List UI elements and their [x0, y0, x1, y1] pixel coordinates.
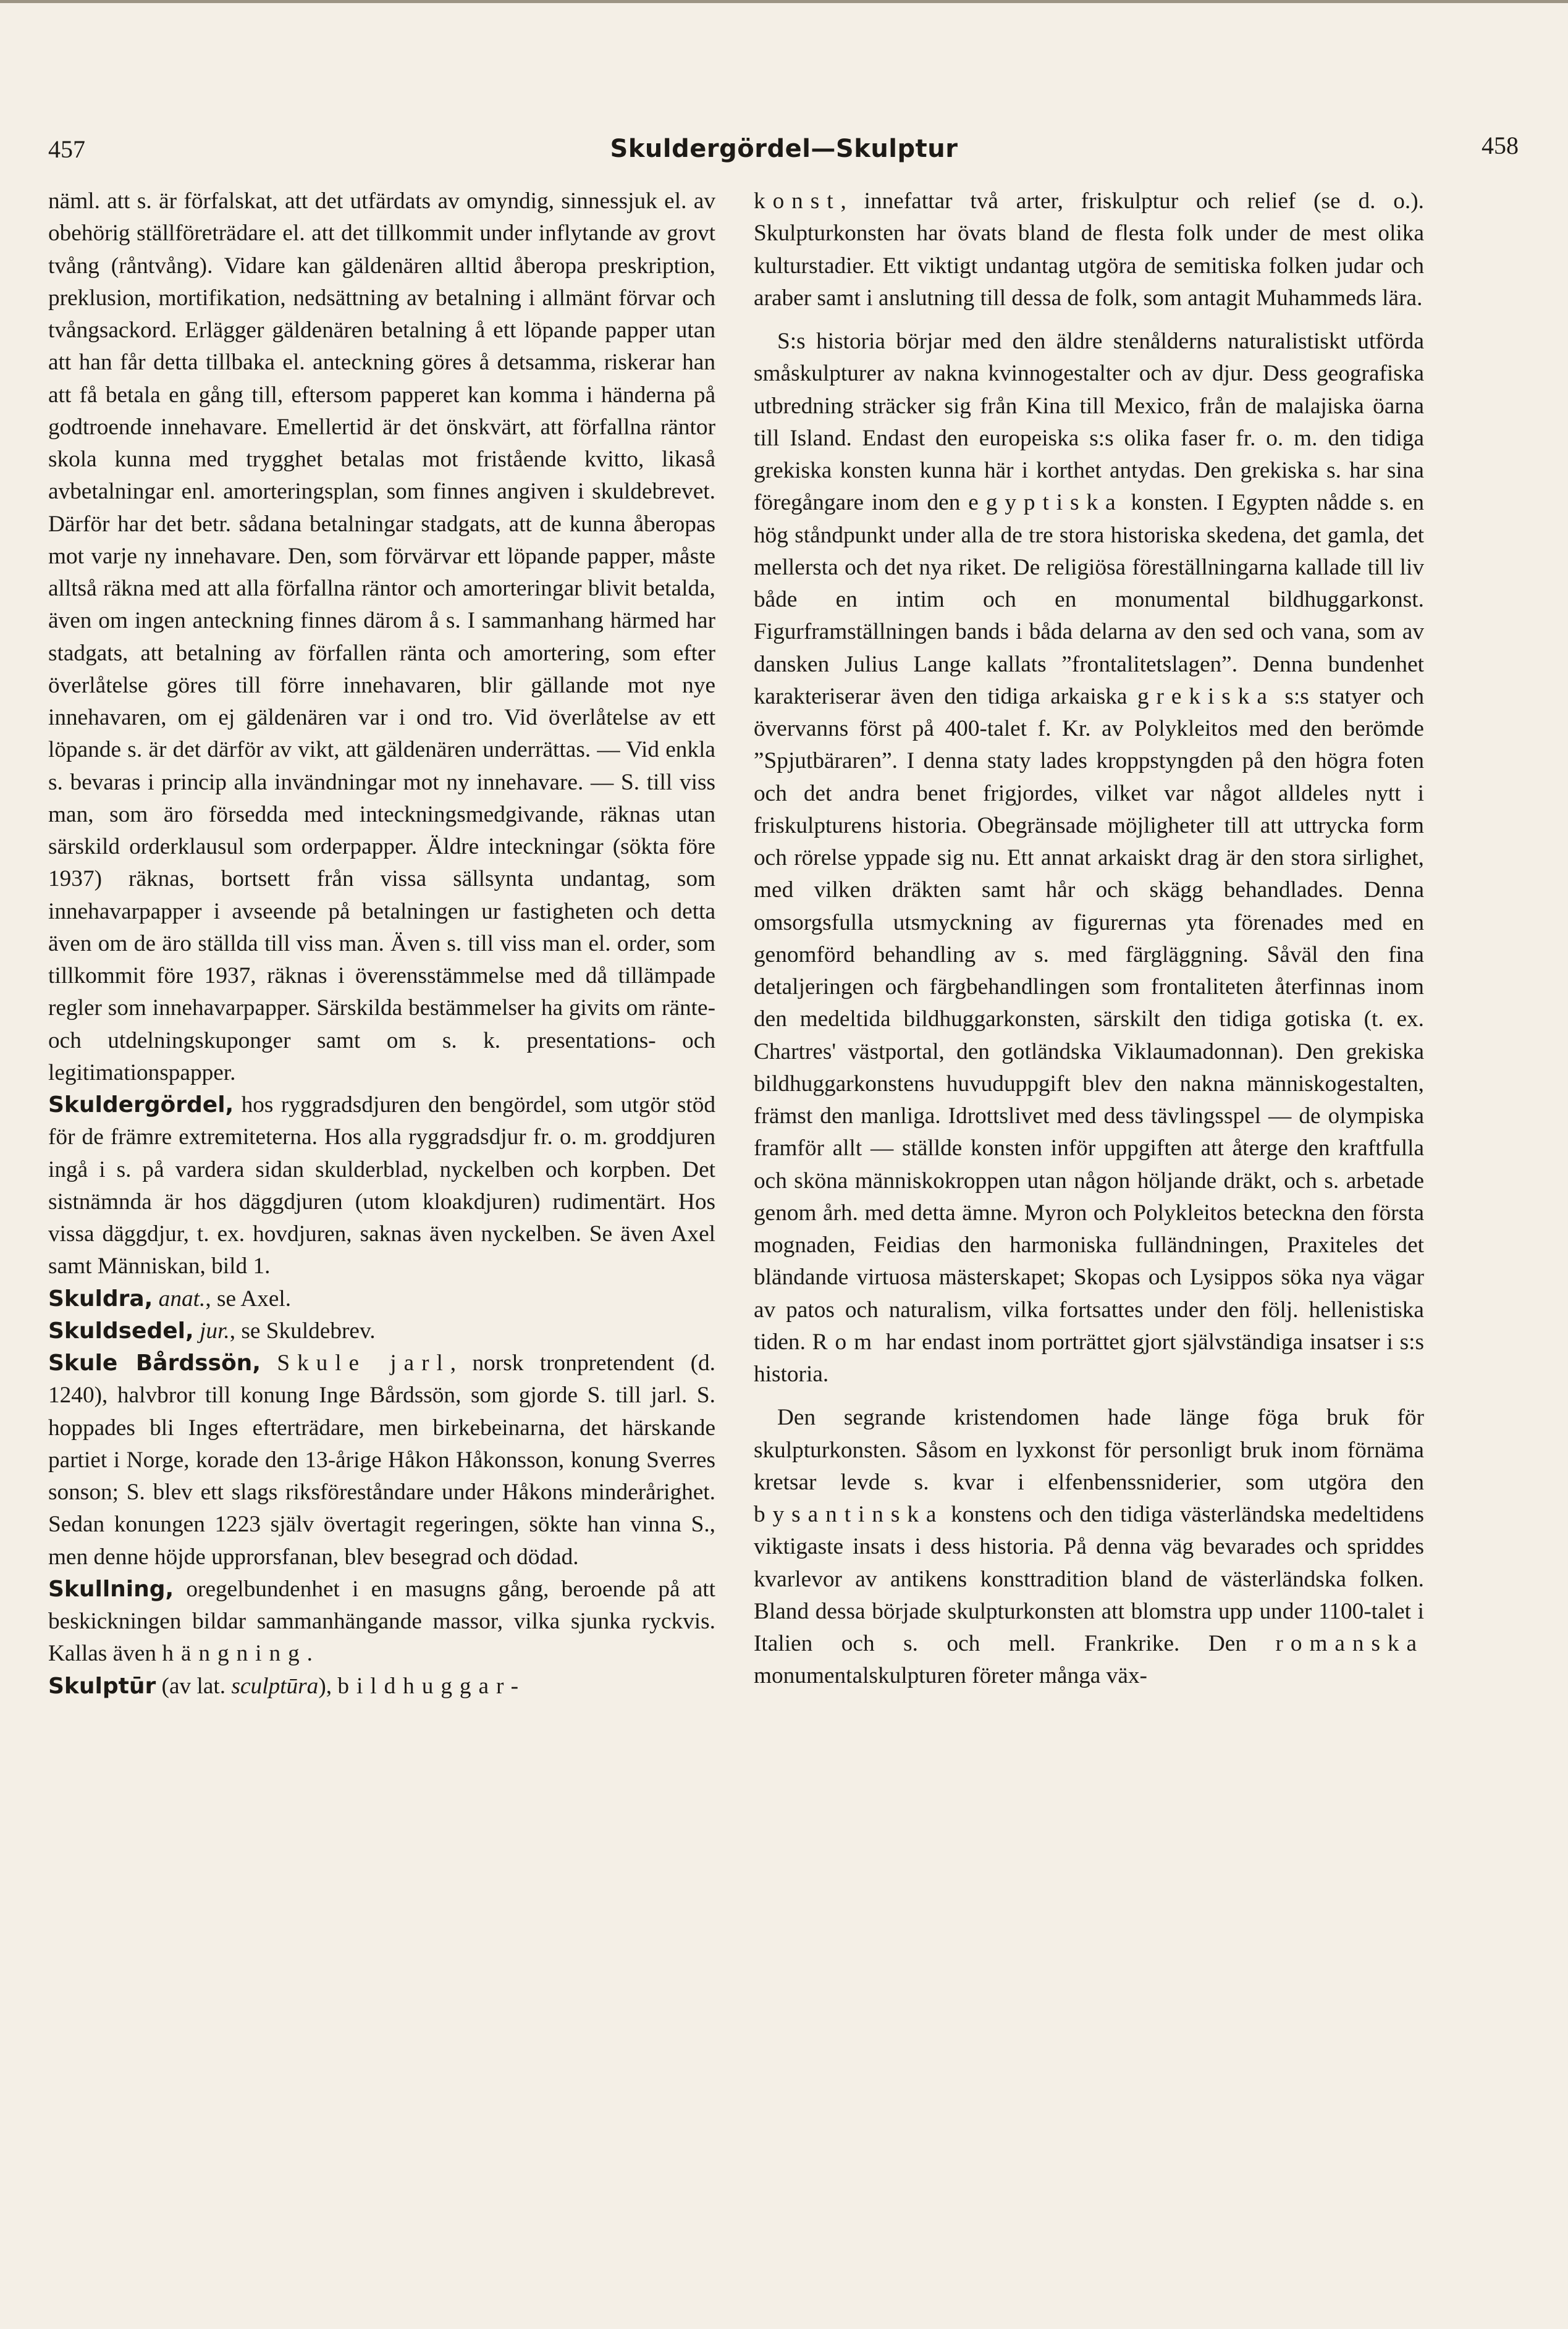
- page-number-left: 457: [48, 135, 85, 163]
- paragraph-text: har endast inom porträttet gjort självständiga insatser i s:s historia.: [754, 1329, 1425, 1387]
- paragraph-text: monumentalskulpturen företer många väx-: [754, 1663, 1147, 1689]
- spaced-term: konst: [754, 188, 841, 214]
- entry-skuldsedel: [48, 1315, 715, 1347]
- page-number-right: 458: [1482, 132, 1519, 159]
- paragraph-text: Den segrande kristendomen hade länge föga bruk för skulpturkonsten. Såsom en lyxkonst för personligt bruk inom förnäma kretsar levde s. kvar i elfenbenssniderier, som utgöra den: [754, 1405, 1424, 1495]
- left-column: [48, 185, 715, 1703]
- entry-skullning: [48, 1573, 715, 1670]
- paragraph-text: S:s historia börjar med den äldre stenålderns naturalistiskt utförda småskulpturer av nakna kvinnogestalter och av djur. Dess geografiska utbredning sträcker sig från Kina till Mexico, från de malajiska öarna till Island. Endast den europeiska s:s olika faser fr. o. m. den tidiga grekiska konsten kunna här i korthet antydas. Den grekiska s. har sina föregångare inom den: [754, 329, 1424, 516]
- paragraph-history: [754, 326, 1424, 1391]
- paragraph-text: s:s statyer och övervanns först på 400-talet f. Kr. av Polykleitos med den berömde ”Spjutbäraren”. I denna staty lades kroppstyngden på den högra foten och det andra benet frigjordes, vilket var något alldeles nytt i friskulpturens historia. Obegränsade möjligheter till att uttrycka form och rörelse yppade sig nu. Ett annat arkaiskt drag är den stora sirlighet, med vilken dräkten samt hår och skägg behandlades. Denna omsorgsfulla utsmyckning av figurernas yta förenades med en genomförd behandling av s. med färgläggning. Såväl den fina detaljeringen och färgbehandlingen som frontaliteten återfinnas inom den medeltida bildhuggarkonsten, särskilt den tidiga gotiska (t. ex. Chartres' västportal, den gotländska Viklaumadonnan). Den grekiska bildhuggarkonstens huvuduppgift blev den nakna människogestalten, främst den manliga. Idrottslivet med dess tävlingsspel — de olympiska framför allt — ställde konsten inför uppgiften att återge den kraftfulla och sköna människokroppen utan någon höljande dräkt, och s. arbetade genom årh. med detta ämne. Myron och Polykleitos beteckna den första mognaden, Feidias den harmoniska fulländningen, Praxiteles det bländande virtuosa mästerskapet; Skopas och Lysippos söka nya vägar av patos och naturalism, vilka fortsattes under den följ. hellenistiska tiden.: [754, 683, 1424, 1355]
- paragraph-christian: [754, 1402, 1424, 1692]
- entry-text: , se Axel.: [205, 1286, 292, 1312]
- headword: Skulptūr: [48, 1673, 156, 1699]
- entry-text: (av lat.: [156, 1673, 232, 1699]
- entry-skuldra: [48, 1283, 715, 1315]
- spaced-term: romanska: [1275, 1631, 1424, 1656]
- spaced-term: bysantinska: [754, 1502, 944, 1527]
- spaced-term: Skule jarl: [277, 1350, 450, 1376]
- entry-text-end: .: [306, 1641, 313, 1667]
- headword: Skuldergördel,: [48, 1092, 234, 1118]
- entry-skuldergordel: [48, 1089, 715, 1283]
- entry-text: ),: [318, 1673, 338, 1699]
- latin-term: sculptūra: [231, 1673, 319, 1699]
- right-column: [754, 185, 1424, 1693]
- paragraph-skulptur-intro: [754, 185, 1424, 314]
- entry-text: hos ryggradsdjuren den bengördel, som utgör stöd för de främre extremiteterna. Hos alla ryggradsdjur fr. o. m. groddjuren ingå i s. på vardera sidan skulderblad, nyckelben och korpben. Det sistnämnda är hos däggdjuren (utom kloakdjuren) rudimentärt. Hos vissa däggdjur, t. ex. hovdjuren, saknas även nyckelben. Se även Axel samt Människan, bild 1.: [48, 1092, 715, 1279]
- paragraph-text: konsten. I Egypten nådde s. en hög ståndpunkt under alla de tre stora historiska skedena, det gamla, det mellersta och det nya riket. De religiösa föreställningarna kallade till liv både en intim och en monumental bildhuggarkonst. Figurframställningen bands i båda delarna av den sed och vana, som av dansken Julius Lange kallats ”frontalitetslagen”. Denna bundenhet karakteriserar även den tidiga arkaiska: [754, 490, 1424, 709]
- paragraph-text: , innefattar två arter, friskulptur och relief (se d. o.). Skulpturkonsten har övats bland de flesta folk under de mest olika kulturstadier. Ett viktigt undantag utgöra de semitiska folken judar och araber samt i anslutning till dessa de folk, som antagit Muhammeds lära.: [754, 188, 1424, 311]
- entry-text: , se Skuldebrev.: [229, 1318, 376, 1344]
- spaced-term: grekiska: [1137, 683, 1275, 709]
- headword: Skullning,: [48, 1576, 174, 1602]
- entry-skule-bardsson: [48, 1347, 715, 1573]
- headword: Skule Bårdssön,: [48, 1350, 261, 1376]
- entry-text: , norsk tronpretendent (d. 1240), halvbror till konung Inge Bårdssön, som gjorde S. till jarl. S. hoppades bli Inges efterträdare, men birkebeinarna, det härskande partiet i Norge, korade den 13-årige Håkon Håkonsson, konung Sverres sonson; S. blev ett slags riksföreståndare under Håkons minderårighet. Sedan konungen 1223 själv övertagit regeringen, sökte han vinna S., men denne höjde upprorsfanan, blev besegrad och dödad.: [48, 1350, 716, 1570]
- spaced-term: Rom: [812, 1329, 880, 1355]
- paragraph-continued: näml. att s. är förfalskat, att det utfärdats av omyndig, sinnessjuk el. av obehörig ställföreträdare el. att det tillkommit under inflytande av grovt tvång (råntvång). Vidare kan gäldenären alltid åberopa preskription, preklusion, mortifikation, nedsättning av betalning i allmänt förvar och tvångsackord. Erlägger gäldenären betalning å ett löpande papper utan att han får detta tillbaka el. anteckning göres å detsamma, riskerar han att få betala en gång till, eftersom papperet kan komma i händerna på godtroende innehavare. Emellertid är det önskvärt, att förfallna räntor skola kunna med trygghet betalas mot fristående kvitto, likaså avbetalningar enl. amorteringsplan, som finnes angiven i skuldebrevet. Därför har det betr. sådana betalningar stadgats, att de kunna åberopas mot varje ny innehavare. Den, som förvärvar ett löpande papper, måste alltså räkna med att alla förfallna räntor och amorteringar blivit betalda, även om ingen anteckning finnes därom å s. I sammanhang härmed har stadgats, att betalning av förfallen ränta och amortering, som efter överlåtelse göres till förre innehavaren, blir gällande mot nye innehavaren, om ej gäldenären var i ond tro. Vid överlåtelse av ett löpande s. är det därför av vikt, att gäldenären underrättas. — Vid enkla s. bevaras i princip alla invändningar mot ny innehavare. — S. till viss man, som äro försedda med inteckningsmedgivande, räknas utan särskild orderklausul som orderpapper. Äldre inteckningar (sökta före 1937) räknas, bortsett från vissa sällsynta undantag, som innehavarpapper i avseende på betalningen ur fastigheten och detta även om de äro ställda till viss man. Även s. till viss man el. order, som tillkommit före 1937, räknas i överensstämmelse med då tillämpade regler som innehavarpapper. Särskilda bestämmelser ha givits om ränte- och utdelningskuponger samt om s. k. presentations- och legitimationspapper.: [48, 188, 715, 1085]
- headword: Skuldra,: [48, 1286, 153, 1312]
- entry-abbrev: anat.: [158, 1286, 206, 1312]
- entry-skulptur: [48, 1670, 715, 1703]
- scan-edge: [0, 0, 1568, 3]
- entry-abbrev: jur.: [199, 1318, 230, 1344]
- entry-text: oregelbundenhet i en masugns gång, beroende på att beskickningen bildar sammanhängande massor, vilka sjunka ryckvis. Kallas även: [48, 1576, 715, 1667]
- spaced-term: egyptiska: [968, 490, 1123, 516]
- spaced-term: bildhuggar-: [337, 1673, 526, 1699]
- paragraph-text: konstens och den tidiga västerländska medeltidens viktigaste insats i dess historia. På denna väg bevarades och spriddes kvarlevor av antikens konsttradition bland de västerländska folken. Bland dessa började skulpturkonsten att blomstra upp under 1100-talet i Italien och s. och mell. Frankrike. Den: [754, 1502, 1424, 1656]
- spaced-term: hängning: [162, 1641, 307, 1667]
- headword: Skuldsedel,: [48, 1318, 194, 1344]
- running-head: Skuldergördel—Skulptur: [610, 135, 958, 163]
